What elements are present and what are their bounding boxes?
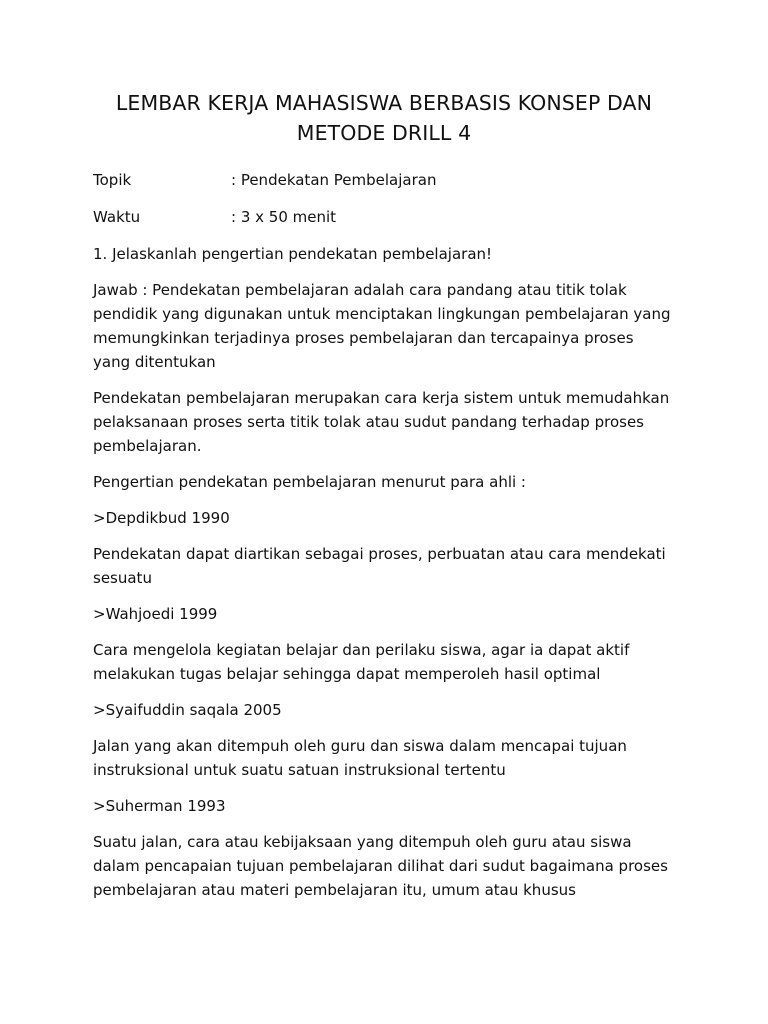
body-paragraph: Pendekatan dapat diartikan sebagai proses, perbuatan atau cara mendekati sesuatu xyxy=(93,545,666,587)
title-line-1: LEMBAR KERJA MAHASISWA BERBASIS KONSEP DAN xyxy=(115,91,653,115)
meta-value: : 3 x 50 menit xyxy=(231,208,337,226)
title-line-2: METODE DRILL 4 xyxy=(296,121,472,145)
body-paragraph: Pendekatan pembelajaran merupakan cara kerja sistem untuk memudahkan pelaksanaan proses serta titik tolak atau sudut pandang terhadap proses pembelajaran. xyxy=(93,389,670,455)
reference-heading: >Suherman 1993 xyxy=(93,797,226,815)
meta-section xyxy=(93,168,675,242)
meta-label: Waktu xyxy=(93,208,141,226)
body-paragraph: Cara mengelola kegiatan belajar dan perilaku siswa, agar ia dapat aktif melakukan tugas belajar sehingga dapat memperoleh hasil optimal xyxy=(93,641,630,683)
answer-paragraph: Jawab : Pendekatan pembelajaran adalah cara pandang atau titik tolak pendidik yang digunakan untuk menciptakan lingkungan pembelajaran yang memungkinkan terjadinya proses pembelajaran dan tercapainya proses yang ditentukan xyxy=(93,281,671,371)
document-title xyxy=(93,0,675,148)
reference-heading: >Syaifuddin saqala 2005 xyxy=(93,701,282,719)
reference-heading: >Depdikbud 1990 xyxy=(93,509,230,527)
reference-heading: >Wahjoedi 1999 xyxy=(93,605,218,623)
body-paragraph: Jalan yang akan ditempuh oleh guru dan siswa dalam mencapai tujuan instruksional untuk suatu satuan instruksional tertentu xyxy=(93,737,627,779)
meta-label: Topik xyxy=(93,171,132,189)
body-paragraph: Pengertian pendekatan pembelajaran menurut para ahli : xyxy=(93,473,526,491)
meta-row-topik xyxy=(93,168,675,205)
meta-row-waktu xyxy=(93,205,675,242)
question-1: 1. Jelaskanlah pengertian pendekatan pembelajaran! xyxy=(93,245,493,263)
meta-value: : Pendekatan Pembelajaran xyxy=(231,171,437,189)
body-paragraph: Suatu jalan, cara atau kebijaksaan yang ditempuh oleh guru atau siswa dalam pencapaian tujuan pembelajaran dilihat dari sudut bagaimana proses pembelajaran atau materi pembelajaran itu, umum atau khusus xyxy=(93,833,668,899)
